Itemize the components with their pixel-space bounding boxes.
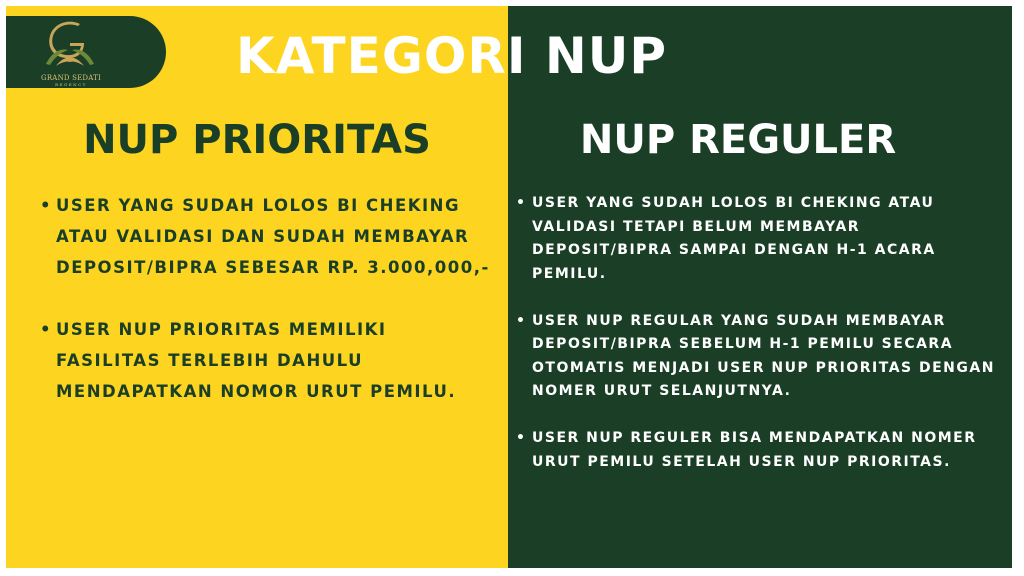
reguler-bullet-2 (516, 310, 1002, 404)
prioritas-bullet-text: USER NUP PRIORITAS MEMILIKI FASILITAS TERLEBIH DAHULU MENDAPATKAN NOMOR URUT PEMILU. (56, 320, 457, 401)
logo-subtitle: REGENCY (55, 82, 87, 87)
reguler-bullet-text: USER NUP REGULER BISA MENDAPATKAN NOMER URUT PEMILU SETELAH USER NUP PRIORITAS. (532, 430, 977, 470)
logo-badge (6, 16, 166, 88)
prioritas-bullet-2 (40, 314, 496, 407)
prioritas-title: NUP PRIORITAS (83, 117, 431, 163)
reguler-title: NUP REGULER (579, 117, 897, 163)
prioritas-bullets (40, 190, 496, 438)
prioritas-bullet-1 (40, 190, 496, 283)
prioritas-bullet-text: USER YANG SUDAH LOLOS BI CHEKING ATAU VALIDASI DAN SUDAH MEMBAYAR DEPOSIT/BIPRA SEBESAR RP. 3.000,000,- (56, 196, 490, 277)
reguler-bullet-text: USER NUP REGULAR YANG SUDAH MEMBAYAR DEPOSIT/BIPRA SEBELUM H-1 PEMILU SECARA OTOMATIS MENJADI USER NUP PRIORITAS DENGAN NOMER URUT SELANJUTNYA. (532, 312, 995, 399)
bullet-icon: • (516, 195, 527, 211)
slide (6, 6, 1012, 568)
bullet-icon: • (516, 312, 527, 329)
reguler-bullets (516, 192, 1002, 498)
bullet-icon: • (40, 196, 53, 215)
reguler-bullet-3 (516, 427, 1002, 474)
page-title: KATEGORI NUP (236, 27, 667, 85)
reguler-bullet-1 (516, 192, 1002, 286)
bullet-icon: • (40, 320, 53, 339)
logo-name: GRAND SEDATI (41, 74, 101, 82)
grand-sedati-logo-icon (38, 20, 102, 72)
bullet-icon: • (516, 430, 527, 446)
reguler-bullet-text: USER YANG SUDAH LOLOS BI CHEKING ATAU VALIDASI TETAPI BELUM MEMBAYAR DEPOSIT/BIPRA SAMPAI DENGAN H-1 ACARA PEMILU. (532, 195, 936, 282)
